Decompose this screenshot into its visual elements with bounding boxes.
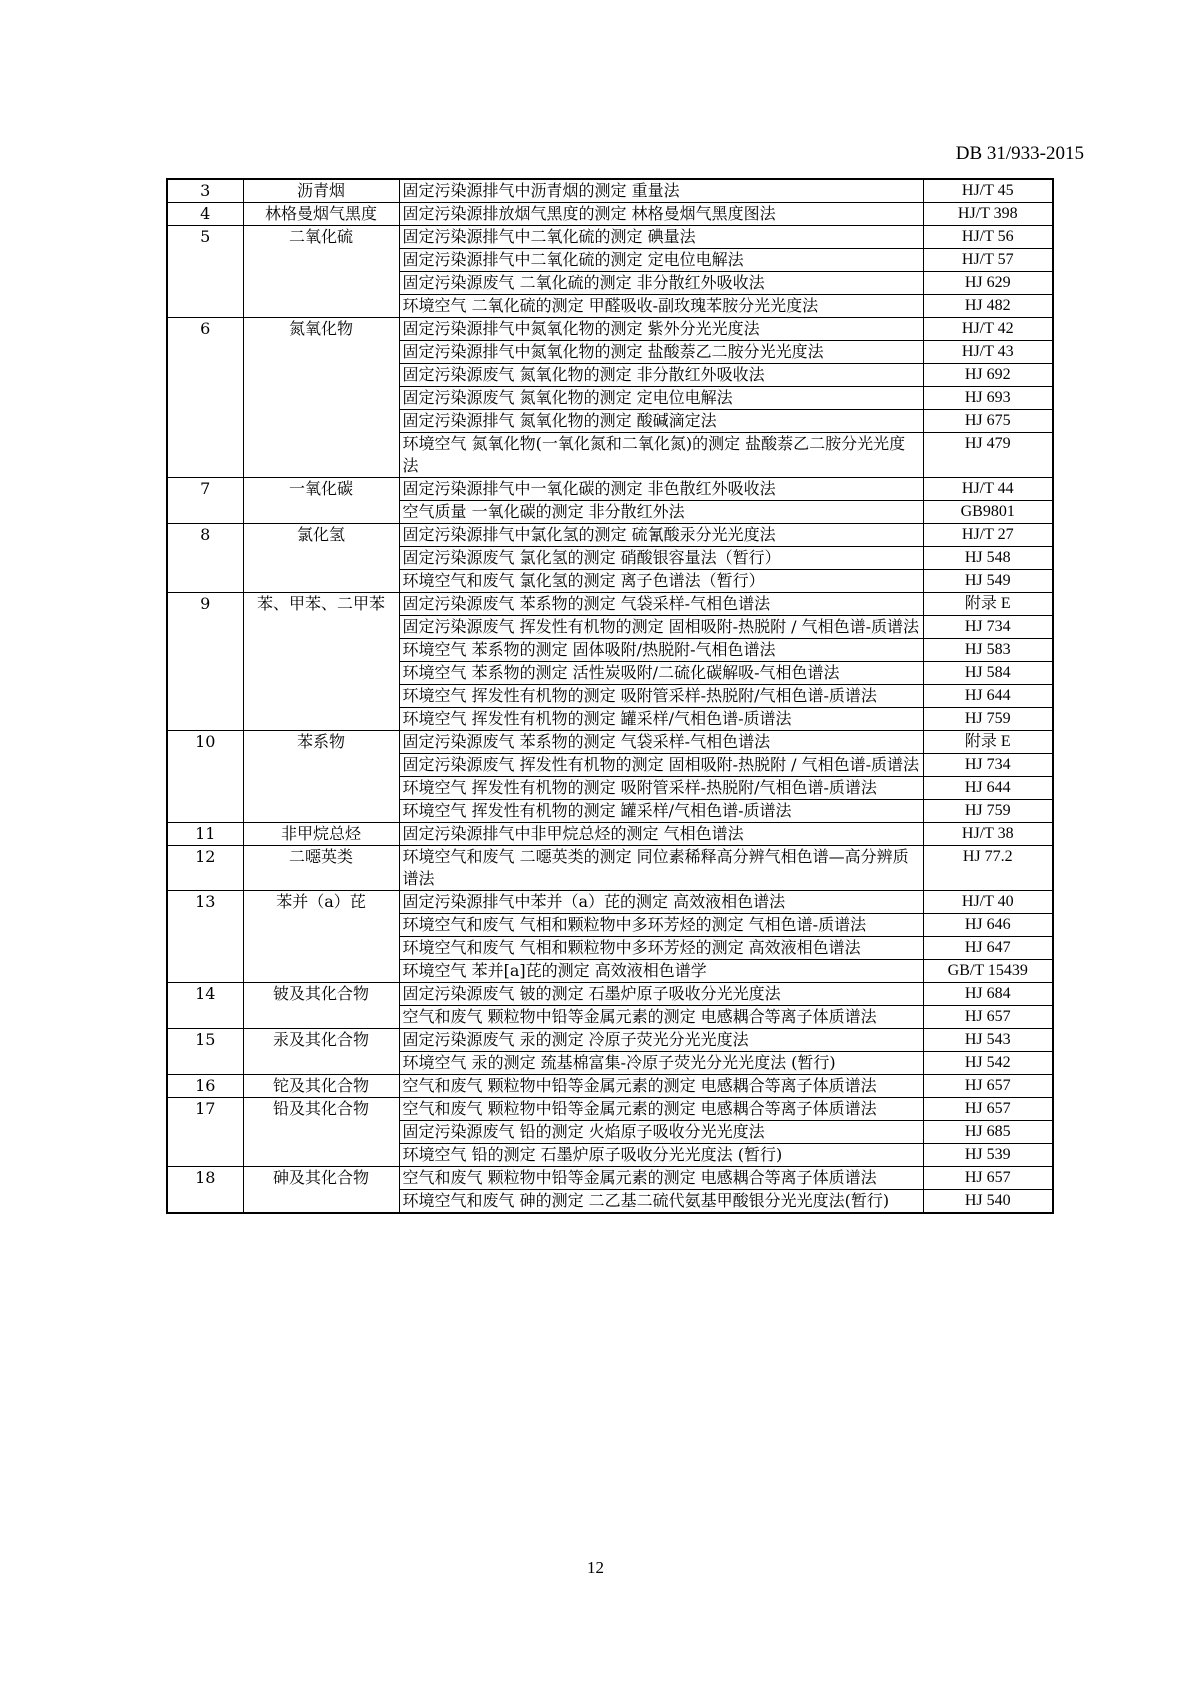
standard-code: HJ 548: [923, 547, 1053, 570]
standard-code: HJ 644: [923, 777, 1053, 800]
method-name: 固定污染源废气 汞的测定 冷原子荧光分光光度法: [399, 1029, 923, 1052]
standard-code: HJ 482: [923, 295, 1053, 318]
method-name: 空气和废气 颗粒物中铅等金属元素的测定 电感耦合等离子体质谱法: [399, 1098, 923, 1121]
method-name: 固定污染源废气 二氧化硫的测定 非分散红外吸收法: [399, 272, 923, 295]
pollutant-name: 沥青烟: [243, 179, 399, 203]
method-name: 固定污染源排气 氮氧化物的测定 酸碱滴定法: [399, 410, 923, 433]
method-name: 环境空气 二氧化硫的测定 甲醛吸收-副玫瑰苯胺分光光度法: [399, 295, 923, 318]
standard-code: HJ 646: [923, 914, 1053, 937]
standard-code: HJ/T 40: [923, 891, 1053, 914]
method-name: 环境空气 挥发性有机物的测定 吸附管采样-热脱附/气相色谱-质谱法: [399, 777, 923, 800]
standard-code: GB/T 15439: [923, 960, 1053, 983]
method-name: 固定污染源废气 铍的测定 石墨炉原子吸收分光光度法: [399, 983, 923, 1006]
method-name: 环境空气 苯系物的测定 固体吸附/热脱附-气相色谱法: [399, 639, 923, 662]
table-row: [167, 524, 1053, 547]
standard-code: HJ 584: [923, 662, 1053, 685]
method-name: 固定污染源排气中苯并（a）芘的测定 高效液相色谱法: [399, 891, 923, 914]
item-number: 12: [167, 846, 243, 891]
standard-code: HJ 759: [923, 708, 1053, 731]
method-name: 环境空气 苯并[a]芘的测定 高效液相色谱学: [399, 960, 923, 983]
method-name: 固定污染源废气 氮氧化物的测定 定电位电解法: [399, 387, 923, 410]
table-row: [167, 1167, 1053, 1190]
method-name: 固定污染源废气 氯化氢的测定 硝酸银容量法（暂行）: [399, 547, 923, 570]
method-name: 空气和废气 颗粒物中铅等金属元素的测定 电感耦合等离子体质谱法: [399, 1006, 923, 1029]
standard-code: HJ 657: [923, 1006, 1053, 1029]
method-name: 固定污染源排气中二氧化硫的测定 定电位电解法: [399, 249, 923, 272]
document-code: DB 31/933-2015: [955, 143, 1084, 164]
item-number: 5: [167, 226, 243, 318]
pollutant-name: 二氧化硫: [243, 226, 399, 318]
pollutant-name: 砷及其化合物: [243, 1167, 399, 1214]
table-row: [167, 1029, 1053, 1052]
pollutant-name: 氯化氢: [243, 524, 399, 593]
method-name: 固定污染源废气 挥发性有机物的测定 固相吸附-热脱附 / 气相色谱-质谱法: [399, 616, 923, 639]
standard-code: HJ/T 398: [923, 203, 1053, 226]
standard-code: HJ 629: [923, 272, 1053, 295]
method-name: 固定污染源排气中沥青烟的测定 重量法: [399, 179, 923, 203]
standard-code: HJ/T 43: [923, 341, 1053, 364]
standard-code: GB9801: [923, 501, 1053, 524]
method-name: 环境空气 挥发性有机物的测定 罐采样/气相色谱-质谱法: [399, 800, 923, 823]
method-name: 固定污染源排气中氮氧化物的测定 盐酸萘乙二胺分光光度法: [399, 341, 923, 364]
item-number: 3: [167, 179, 243, 203]
method-name: 环境空气 挥发性有机物的测定 吸附管采样-热脱附/气相色谱-质谱法: [399, 685, 923, 708]
standard-code: HJ 657: [923, 1075, 1053, 1098]
standard-code: HJ 77.2: [923, 846, 1053, 891]
standard-code: HJ 657: [923, 1098, 1053, 1121]
method-name: 环境空气和废气 气相和颗粒物中多环芳烃的测定 气相色谱-质谱法: [399, 914, 923, 937]
table-row: [167, 203, 1053, 226]
table-row: [167, 179, 1053, 203]
item-number: 4: [167, 203, 243, 226]
method-name: 环境空气和废气 氯化氢的测定 离子色谱法（暂行）: [399, 570, 923, 593]
pollutant-name: 林格曼烟气黑度: [243, 203, 399, 226]
method-name: 固定污染源排气中氮氧化物的测定 紫外分光光度法: [399, 318, 923, 341]
standard-code: HJ 543: [923, 1029, 1053, 1052]
method-name: 环境空气和废气 气相和颗粒物中多环芳烃的测定 高效液相色谱法: [399, 937, 923, 960]
standard-code: HJ 685: [923, 1121, 1053, 1144]
standard-code: HJ 647: [923, 937, 1053, 960]
table-row: [167, 891, 1053, 914]
table-row: [167, 593, 1053, 616]
standard-code: HJ 540: [923, 1190, 1053, 1214]
table-row: [167, 1075, 1053, 1098]
pollutant-name: 一氧化碳: [243, 478, 399, 524]
standard-code: HJ 675: [923, 410, 1053, 433]
table-row: [167, 1098, 1053, 1121]
method-name: 环境空气 挥发性有机物的测定 罐采样/气相色谱-质谱法: [399, 708, 923, 731]
standard-code: HJ 693: [923, 387, 1053, 410]
item-number: 8: [167, 524, 243, 593]
standard-code: HJ 479: [923, 433, 1053, 478]
item-number: 10: [167, 731, 243, 823]
pollutant-name: 铊及其化合物: [243, 1075, 399, 1098]
method-name: 空气和废气 颗粒物中铅等金属元素的测定 电感耦合等离子体质谱法: [399, 1075, 923, 1098]
standard-code: HJ 684: [923, 983, 1053, 1006]
standard-code: HJ 759: [923, 800, 1053, 823]
standard-code: HJ 583: [923, 639, 1053, 662]
item-number: 16: [167, 1075, 243, 1098]
method-name: 空气质量 一氧化碳的测定 非分散红外法: [399, 501, 923, 524]
standard-code: HJ/T 38: [923, 823, 1053, 846]
standard-code: HJ 734: [923, 754, 1053, 777]
standard-code: HJ 644: [923, 685, 1053, 708]
method-name: 固定污染源废气 挥发性有机物的测定 固相吸附-热脱附 / 气相色谱-质谱法: [399, 754, 923, 777]
method-name: 空气和废气 颗粒物中铅等金属元素的测定 电感耦合等离子体质谱法: [399, 1167, 923, 1190]
standard-code: 附录 E: [923, 731, 1053, 754]
method-name: 固定污染源废气 苯系物的测定 气袋采样-气相色谱法: [399, 593, 923, 616]
table-row: [167, 983, 1053, 1006]
pollutant-name: 苯系物: [243, 731, 399, 823]
pollutant-name: 非甲烷总烃: [243, 823, 399, 846]
pollutant-name: 铅及其化合物: [243, 1098, 399, 1167]
method-name: 环境空气 氮氧化物(一氧化氮和二氧化氮)的测定 盐酸萘乙二胺分光光度法: [399, 433, 923, 478]
methods-table: [166, 178, 1054, 1214]
method-name: 固定污染源废气 苯系物的测定 气袋采样-气相色谱法: [399, 731, 923, 754]
standard-code: HJ/T 27: [923, 524, 1053, 547]
method-name: 固定污染源废气 铅的测定 火焰原子吸收分光光度法: [399, 1121, 923, 1144]
standard-code: HJ/T 44: [923, 478, 1053, 501]
pollutant-name: 铍及其化合物: [243, 983, 399, 1029]
standard-code: HJ/T 42: [923, 318, 1053, 341]
item-number: 9: [167, 593, 243, 731]
method-name: 固定污染源废气 氮氧化物的测定 非分散红外吸收法: [399, 364, 923, 387]
standard-code: HJ 549: [923, 570, 1053, 593]
method-name: 固定污染源排气中一氧化碳的测定 非色散红外吸收法: [399, 478, 923, 501]
standard-code: 附录 E: [923, 593, 1053, 616]
method-name: 环境空气 汞的测定 巯基棉富集-冷原子荧光分光光度法 (暂行): [399, 1052, 923, 1075]
standard-code: HJ/T 57: [923, 249, 1053, 272]
method-name: 环境空气 苯系物的测定 活性炭吸附/二硫化碳解吸-气相色谱法: [399, 662, 923, 685]
item-number: 11: [167, 823, 243, 846]
pollutant-name: 二噁英类: [243, 846, 399, 891]
methods-table-body: [167, 179, 1053, 1213]
page-number: 12: [587, 1558, 604, 1577]
method-name: 环境空气和废气 二噁英类的测定 同位素稀释高分辨气相色谱—高分辨质谱法: [399, 846, 923, 891]
standard-code: HJ/T 45: [923, 179, 1053, 203]
item-number: 13: [167, 891, 243, 983]
pollutant-name: 汞及其化合物: [243, 1029, 399, 1075]
method-name: 固定污染源排气中氯化氢的测定 硫氰酸汞分光光度法: [399, 524, 923, 547]
item-number: 17: [167, 1098, 243, 1167]
standard-code: HJ 542: [923, 1052, 1053, 1075]
pollutant-name: 氮氧化物: [243, 318, 399, 478]
standard-code: HJ 734: [923, 616, 1053, 639]
standard-code: HJ 657: [923, 1167, 1053, 1190]
pollutant-name: 苯并（a）芘: [243, 891, 399, 983]
table-row: [167, 226, 1053, 249]
item-number: 6: [167, 318, 243, 478]
standard-code: HJ/T 56: [923, 226, 1053, 249]
table-row: [167, 731, 1053, 754]
method-name: 固定污染源排放烟气黑度的测定 林格曼烟气黑度图法: [399, 203, 923, 226]
pollutant-name: 苯、甲苯、二甲苯: [243, 593, 399, 731]
item-number: 15: [167, 1029, 243, 1075]
item-number: 7: [167, 478, 243, 524]
method-name: 环境空气和废气 砷的测定 二乙基二硫代氨基甲酸银分光光度法(暂行): [399, 1190, 923, 1214]
method-name: 固定污染源排气中非甲烷总烃的测定 气相色谱法: [399, 823, 923, 846]
table-row: [167, 846, 1053, 891]
table-row: [167, 823, 1053, 846]
standard-code: HJ 692: [923, 364, 1053, 387]
table-row: [167, 478, 1053, 501]
item-number: 14: [167, 983, 243, 1029]
table-row: [167, 318, 1053, 341]
item-number: 18: [167, 1167, 243, 1214]
method-name: 固定污染源排气中二氧化硫的测定 碘量法: [399, 226, 923, 249]
method-name: 环境空气 铅的测定 石墨炉原子吸收分光光度法 (暂行): [399, 1144, 923, 1167]
standard-code: HJ 539: [923, 1144, 1053, 1167]
